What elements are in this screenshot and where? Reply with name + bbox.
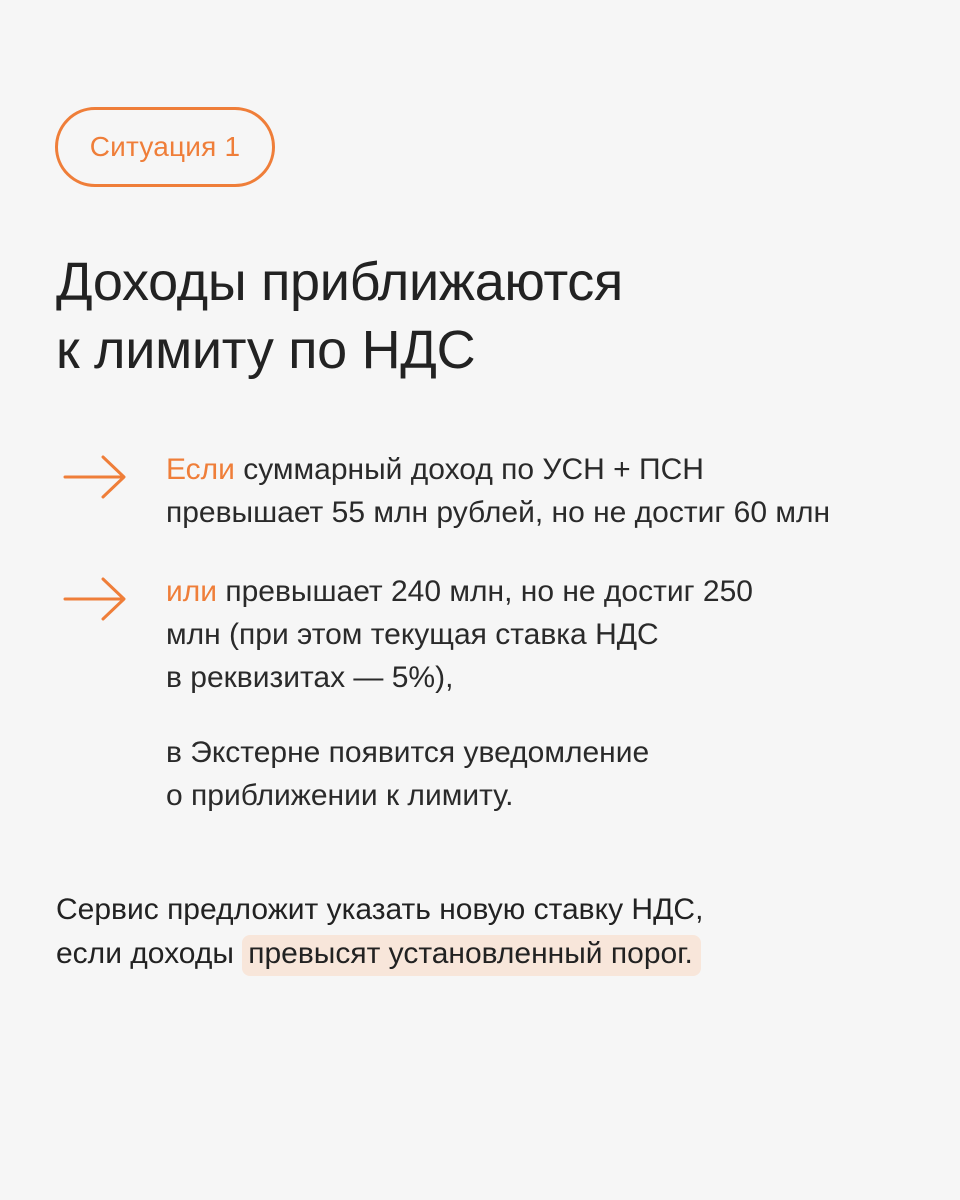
situation-badge: [55, 107, 275, 187]
arrow-right-icon: [63, 577, 127, 621]
condition-item-2: [166, 570, 753, 699]
notification-note-line-1: в Экстерне появится уведомление: [166, 736, 650, 769]
situation-badge-label: Ситуация 1: [89, 131, 241, 162]
footer-text: [56, 888, 703, 976]
condition-1-line-1-text: суммарный доход по УСН + ПСН: [234, 453, 704, 486]
condition-2-line-1-text: превышает 240 млн, но не достиг 250: [217, 575, 753, 608]
page-title-line-1: Доходы приближаются: [56, 252, 623, 312]
notification-note: [166, 731, 649, 817]
page-title-line-2: к лимиту по НДС: [56, 320, 476, 380]
footer-line-2-text: если доходы: [56, 937, 243, 970]
page-title: [56, 248, 623, 384]
condition-1-keyword: Если: [166, 453, 235, 486]
condition-1-line-1: [166, 448, 830, 491]
arrow-right-icon: [63, 455, 127, 499]
condition-item-1: [166, 448, 830, 534]
footer-line-2: [56, 932, 703, 976]
footer-line-1: Сервис предложит указать новую ставку НДС,: [56, 893, 704, 926]
condition-2-keyword: или: [166, 575, 218, 608]
footer-highlight: превысят установленный порог.: [242, 935, 701, 976]
condition-2-line-1: [166, 570, 753, 613]
notification-note-line-2: о приближении к лимиту.: [166, 779, 514, 812]
condition-2-line-3: в реквизитах — 5%),: [166, 661, 454, 694]
condition-1-line-2: превышает 55 млн рублей, но не достиг 60 млн: [166, 496, 831, 529]
condition-2-line-2: млн (при этом текущая ставка НДС: [166, 618, 659, 651]
